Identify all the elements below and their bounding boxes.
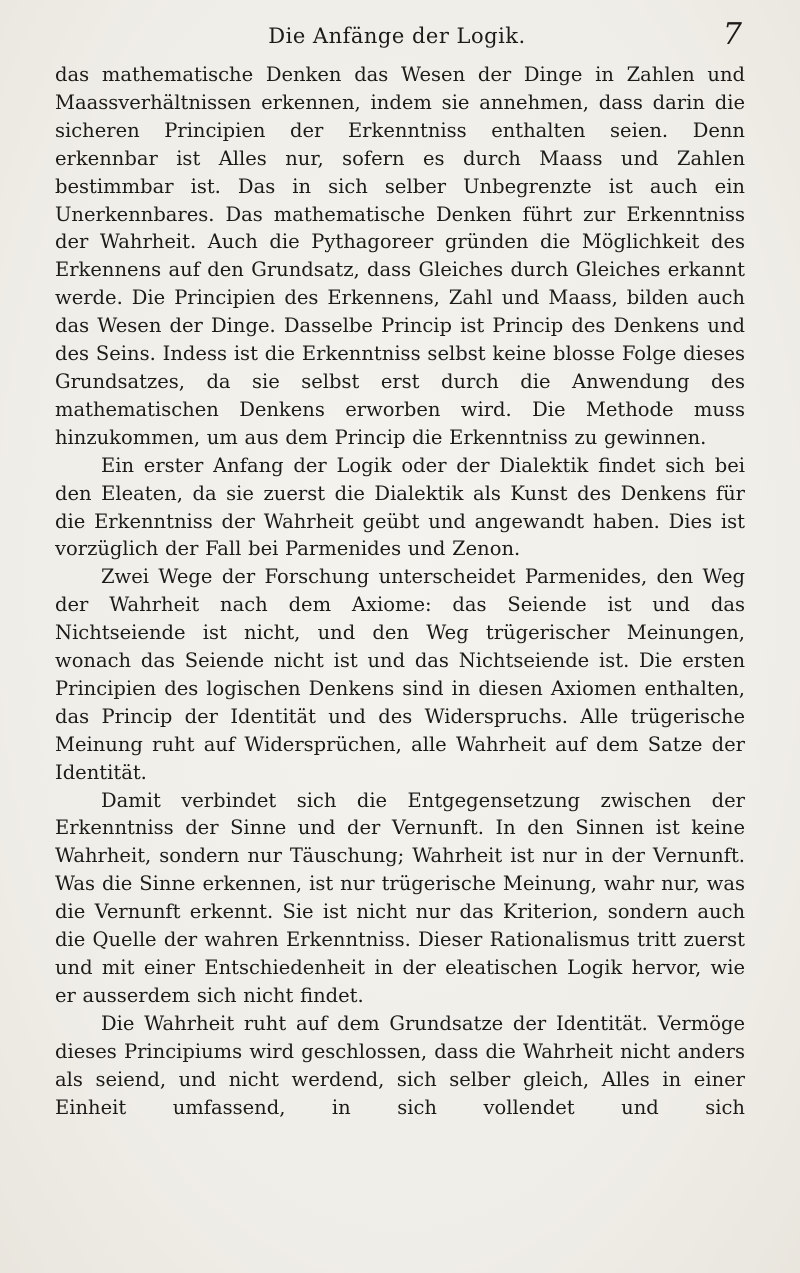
paragraph-1: das mathematische Denken das Wesen der Dinge in Zahlen und Maassverhältnissen erkennen, indem sie annehmen, dass darin die sicheren Principien der Erkenntniss enthalten seien. Denn erkennbar ist Alles nur, sofern es durch Maass und Zahlen bestimmbar ist. Das in sich selber Unbegrenzte ist auch ein Unerkennbares. Das mathematische Denken führt zur Erkenntniss der Wahrheit. Auch die Pythagoreer gründen die Möglichkeit des Erkennens auf den Grundsatz, dass Gleiches durch Gleiches erkannt werde. Die Principien des Erkennens, Zahl und Maass, bilden auch das Wesen der Dinge. Dasselbe Princip ist Princip des Denkens und des Seins. Indess ist die Erkenntniss selbst keine blosse Folge dieses Grundsatzes, da sie selbst erst durch die Anwendung des mathematischen Denkens erworben wird. Die Methode muss hinzukommen, um aus dem Princip die Erkenntniss zu gewinnen. bbox=[55, 63, 745, 449]
paragraph-3: Zwei Wege der Forschung unterscheidet Parmenides, den Weg der Wahrheit nach dem Axiome: das Seiende ist und das Nichtseiende ist nicht, und den Weg trügerischer Meinungen, wonach das Seiende nicht ist und das Nichtseiende ist. Die ersten Principien des logischen Denkens sind in diesen Axiomen enthalten, das Princip der Identität und des Widerspruchs. Alle trügerische Meinung ruht auf Widersprüchen, alle Wahrheit auf dem Satze der Identität. bbox=[55, 565, 745, 784]
page-header bbox=[52, 17, 742, 56]
running-title: Die Anfänge der Logik. bbox=[268, 24, 526, 48]
body-text bbox=[55, 61, 745, 1121]
page-number: 7 bbox=[722, 17, 742, 52]
paragraph-2: Ein erster Anfang der Logik oder der Dialektik findet sich bei den Eleaten, da sie zuerst die Dialektik als Kunst des Denkens für die Erkenntniss der Wahrheit geübt und angewandt haben. Dies ist vorzüglich der Fall bei Parmenides und Zenon. bbox=[55, 453, 745, 561]
paragraph-5: Die Wahrheit ruht auf dem Grundsatze der Identität. Vermöge dieses Principiums wird geschlossen, dass die Wahrheit nicht anders als seiend, und nicht werdend, sich selber gleich, Alles in einer Einheit umfassend, in sich vollendet und sich bbox=[55, 1011, 745, 1119]
paragraph-4: Damit verbindet sich die Entgegensetzung zwischen der Erkenntniss der Sinne und der Vernunft. In den Sinnen ist keine Wahrheit, sondern nur Täuschung; Wahrheit ist nur in der Vernunft. Was die Sinne erkennen, ist nur trügerische Meinung, wahr nur, was die Vernunft erkennt. Sie ist nicht nur das Kriterion, sondern auch die Quelle der wahren Erkenntniss. Dieser Rationalismus tritt zuerst und mit einer Entschiedenheit in der eleatischen Logik hervor, wie er ausserdem sich nicht findet. bbox=[55, 788, 745, 1007]
